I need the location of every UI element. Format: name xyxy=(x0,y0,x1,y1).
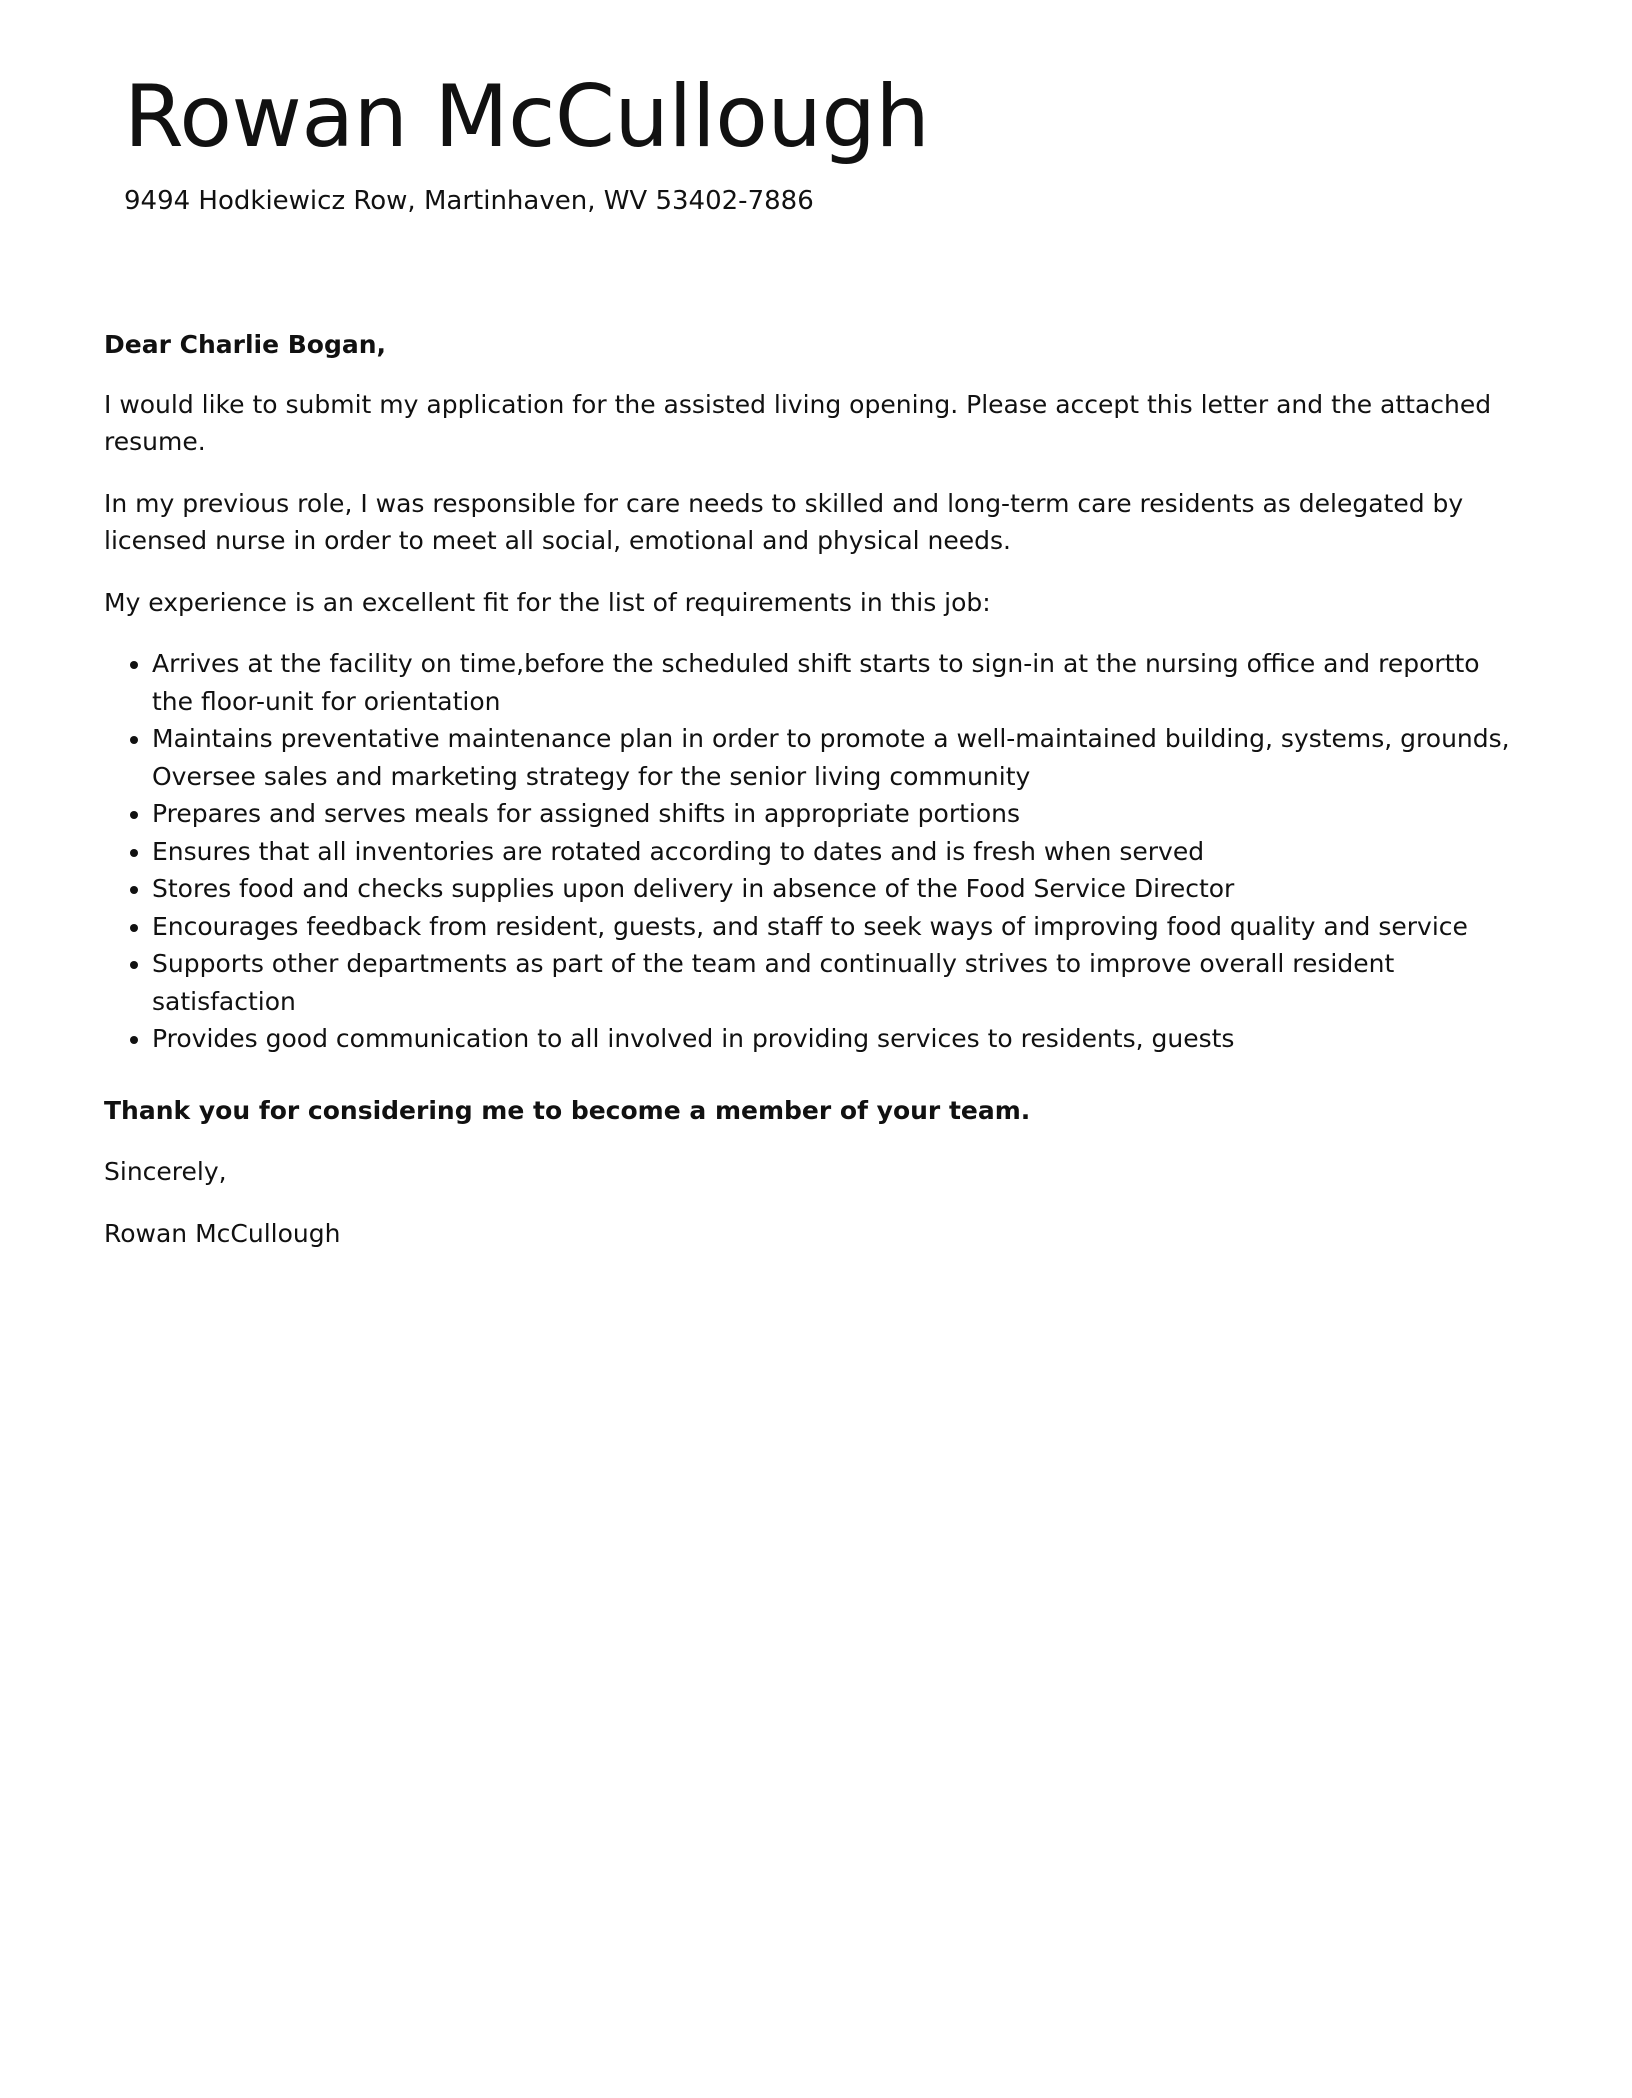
greeting: Dear Charlie Bogan, xyxy=(104,330,387,359)
requirements-intro: My experience is an excellent fit for the list of requirements in this job: xyxy=(104,587,991,617)
list-item: • Stores food and checks supplies upon delivery in absence of the Food Service Director xyxy=(152,870,1524,908)
list-item: • Ensures that all inventories are rotated according to dates and is fresh when served xyxy=(152,833,1524,871)
sender-name: Rowan McCullough xyxy=(124,67,930,167)
intro-paragraph: I would like to submit my application for the assisted living opening. Please accept this letter and the attached resume. xyxy=(104,389,1492,456)
list-item: • Encourages feedback from resident, guests, and staff to seek ways of improving food quality and service xyxy=(152,908,1524,946)
signoff: Sincerely, xyxy=(104,1157,227,1186)
signature-name: Rowan McCullough xyxy=(104,1218,341,1248)
letter-header xyxy=(124,66,1504,219)
list-item: • Prepares and serves meals for assigned shifts in appropriate portions xyxy=(152,795,1524,833)
closing-line: Thank you for considering me to become a member of your team. xyxy=(104,1095,1031,1125)
list-item: • Supports other departments as part of the team and continually strives to improve overall resident satisfaction xyxy=(152,945,1524,1020)
list-item: • Maintains preventative maintenance plan in order to promote a well-maintained building, systems, grounds, Oversee sales and marketing strategy for the senior living community xyxy=(152,720,1524,795)
experience-paragraph: In my previous role, I was responsible for care needs to skilled and long-term care residents as delegated by licensed nurse in order to meet all social, emotional and physical needs. xyxy=(104,488,1464,555)
letter-body xyxy=(104,326,1524,1276)
sender-address: 9494 Hodkiewicz Row, Martinhaven, WV 53402-7886 xyxy=(124,186,814,217)
requirements-list xyxy=(104,645,1524,1058)
list-item: • Arrives at the facility on time,before the scheduled shift starts to sign-in at the nursing office and reportto the floor-unit for orientation xyxy=(152,645,1524,720)
list-item: • Provides good communication to all involved in providing services to residents, guests xyxy=(152,1020,1524,1058)
